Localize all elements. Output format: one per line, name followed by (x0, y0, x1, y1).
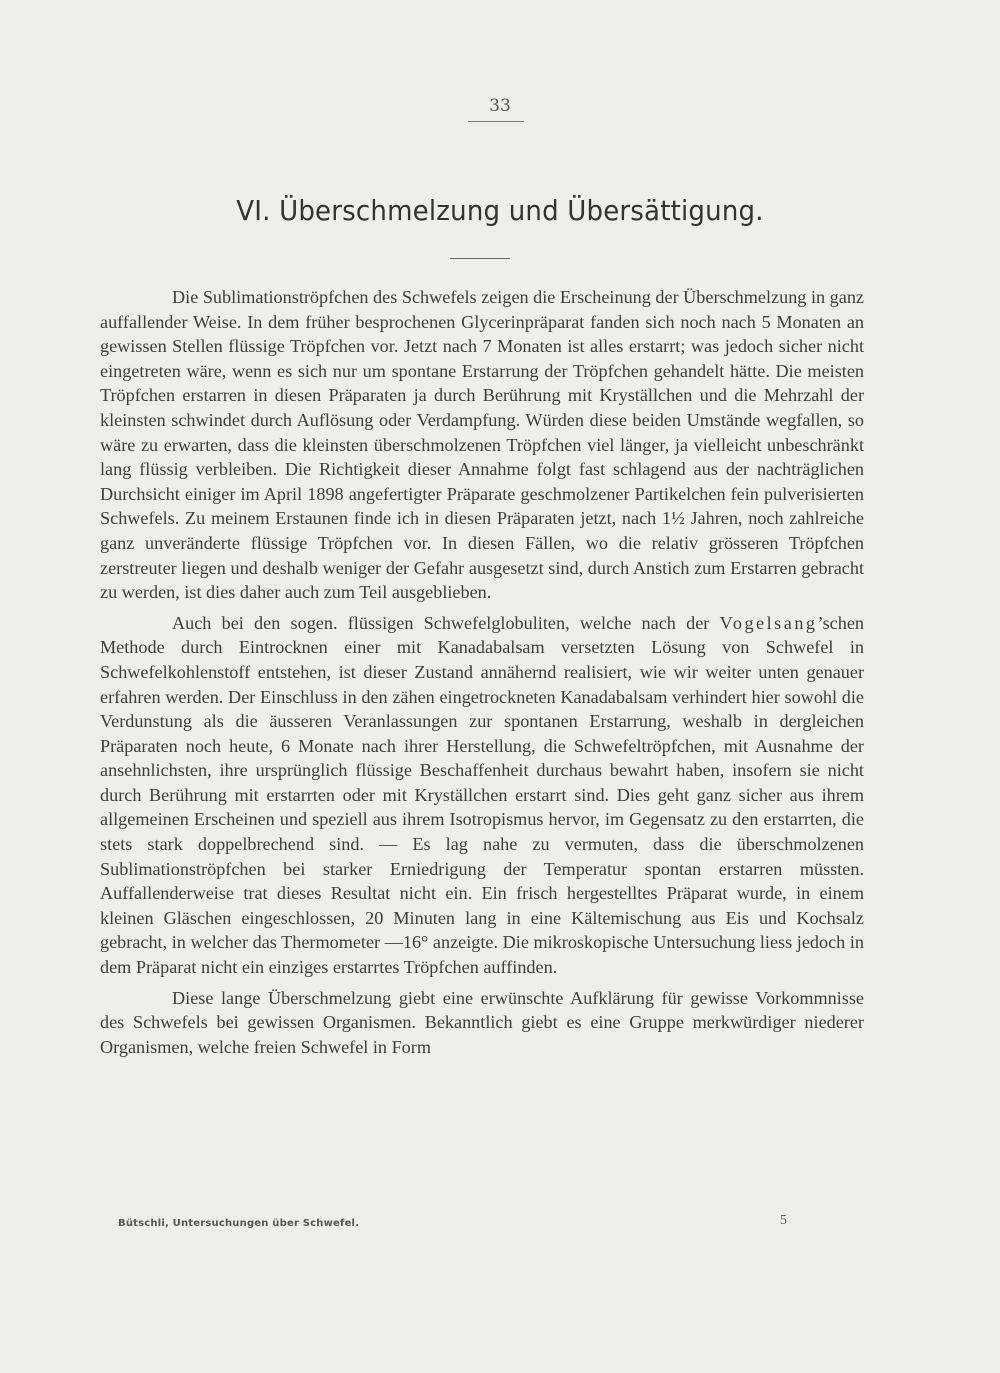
chapter-title: VI. Überschmelzung und Übersättigung. (236, 194, 764, 227)
author-name-vogelsang: Vogelsang (719, 612, 818, 633)
paragraph-2 (100, 611, 864, 980)
page-number-rule (468, 121, 524, 122)
page-number: 33 (489, 96, 511, 116)
paragraph-2-rest: ’schen Methode durch Eintrocknen einer mit Kanadabalsam versetzten Lösung von Schwefel in Schwefelkohlenstoff entstehen, ist dieser Zustand annähernd realisiert, wie wir weiter unten genauer erfahren werden. Der Einschluss in den zähen eingetrockneten Kanadabalsam verhindert hier sowohl die Verdunstung als die äusseren Veranlassungen zur spontanen Erstarrung, weshalb in dergleichen Präparaten noch heute, 6 Monate nach ihrer Herstellung, die Schwefeltröpfchen, mit Ausnahme der ansehnlichsten, ihre ursprünglich flüssige Beschaffenheit durchaus bewahrt haben, insofern sie nicht durch Berührung mit erstarrten oder mit Kryställchen erstarrt sind. Dies geht ganz sicher aus ihrem allgemeinen Erscheinen und speziell aus ihrem Isotropismus hervor, im Gegensatz zu den erstarrten, die stets stark doppelbrechend sind. — Es lag nahe zu vermuten, dass die überschmolzenen Sublimationströpfchen bei starker Erniedrigung der Temperatur spontan erstarren müssten. Auffallenderweise trat dieses Resultat nicht ein. Ein frisch hergestelltes Präparat wurde, in einem kleinen Gläschen eingeschlossen, 20 Minuten lang in eine Kältemischung aus Eis und Kochsalz gebracht, in welcher das Thermometer —16° anzeigte. Die mikroskopische Untersuchung liess jedoch in dem Präparat nicht ein einziges erstarrtes Tröpfchen auffinden. (100, 612, 864, 978)
paragraph-3: Diese lange Überschmelzung giebt eine erwünschte Aufklärung für gewisse Vorkommnisse des Schwefels bei gewissen Organismen. Bekanntlich giebt es eine Gruppe merkwürdiger niederer Organismen, welche freien Schwefel in Form (100, 987, 864, 1057)
title-rule (450, 258, 510, 259)
footer-signature: Bütschli, Untersuchungen über Schwefel. (118, 1218, 360, 1229)
body-text (100, 285, 864, 1059)
paragraph-2-start: Auch bei den sogen. flüssigen Schwefelglobuliten, welche nach der (172, 612, 720, 633)
sheet-signature-number: 5 (780, 1213, 787, 1228)
paragraph-1: Die Sublimationströpfchen des Schwefels zeigen die Erscheinung der Überschmelzung in ganz auffallender Weise. In dem früher besprochenen Glycerinpräparat fanden sich noch nach 5 Monaten an gewissen Stellen flüssige Tröpfchen vor. Jetzt nach 7 Monaten ist alles erstarrt; was jedoch sicher nicht eingetreten wäre, wenn es sich nur um spontane Erstarrung der Tröpfchen gehandelt hätte. Die meisten Tröpfchen erstarren in diesen Präparaten ja durch Berührung mit Kryställchen und die Mehrzahl der kleinsten schwindet durch Auflösung oder Verdampfung. Würden diese beiden Umstände wegfallen, so wäre zu erwarten, dass die kleinsten überschmolzenen Tröpfchen viel länger, ja vielleicht unbeschränkt lang flüssig verbleiben. Die Richtigkeit dieser Annahme folgt fast schlagend aus der nachträglichen Durchsicht einiger im April 1898 angefertigter Präparate geschmolzener Partikelchen fein pulverisierten Schwefels. Zu meinem Erstaunen finde ich in diesen Präparaten jetzt, nach 1½ Jahren, noch zahlreiche ganz unveränderte flüssige Tröpfchen vor. In diesen Fällen, wo die relativ grösseren Tröpfchen zerstreuter liegen und deshalb weniger der Gefahr ausgesetzt sind, durch Anstich zum Erstarren gebracht zu werden, ist dies daher auch zum Teil ausgeblieben. (100, 287, 864, 603)
